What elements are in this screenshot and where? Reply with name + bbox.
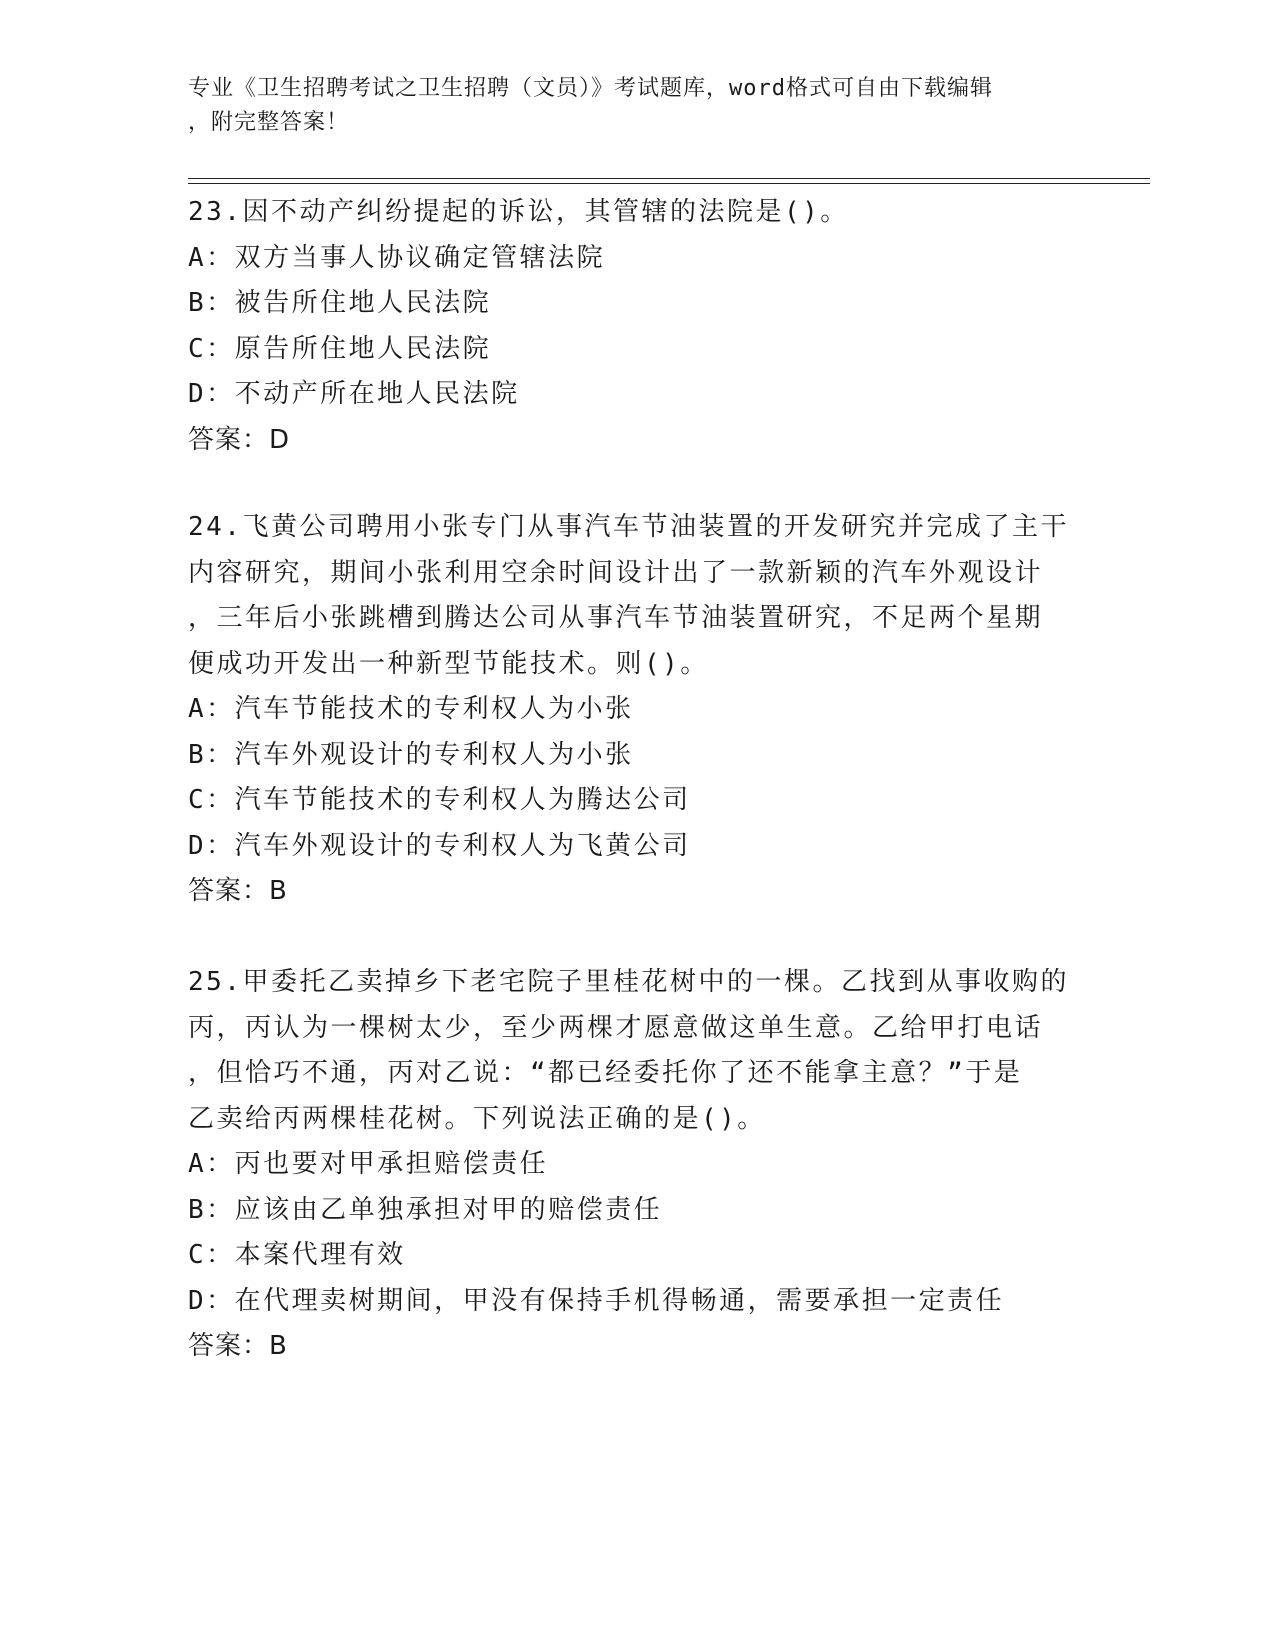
question-stem-line: 丙，丙认为一棵树太少，至少两棵才愿意做这单生意。乙给甲打电话 xyxy=(188,1012,1044,1043)
question-stem-line: 乙卖给丙两棵桂花树。下列说法正确的是()。 xyxy=(188,1103,766,1134)
answer: 答案：D xyxy=(188,424,291,455)
answer: 答案：B xyxy=(188,876,288,906)
option-d: D：汽车外观设计的专利权人为飞黄公司 xyxy=(188,830,691,861)
header-divider-top xyxy=(188,178,1150,179)
option-c: C：原告所住地人民法院 xyxy=(188,333,492,364)
question-stem-line: 内容研究，期间小张利用空余时间设计出了一款新颖的汽车外观设计 xyxy=(188,557,1044,588)
question-stem-line: 便成功开发出一种新型节能技术。则()。 xyxy=(188,648,709,679)
header-line-2: ，附完整答案！ xyxy=(188,110,350,135)
question-stem-line: ，但恰巧不通，丙对乙说：“都已经委托你了还不能拿主意？”于是 xyxy=(188,1058,1023,1088)
question-stem-line: 25.甲委托乙卖掉乡下老宅院子里桂花树中的一棵。乙找到从事收购的 xyxy=(188,967,1069,997)
document-header xyxy=(188,72,1088,140)
option-b: B：应该由乙单独承担对甲的赔偿责任 xyxy=(188,1194,663,1225)
option-b: B：汽车外观设计的专利权人为小张 xyxy=(188,739,634,770)
option-a: A：丙也要对甲承担赔偿责任 xyxy=(188,1149,549,1179)
header-line-1: 专业《卫生招聘考试之卫生招聘（文员）》考试题库，word格式可自由下载编辑 xyxy=(188,76,993,101)
option-c: C：本案代理有效 xyxy=(188,1240,406,1270)
option-d: D：不动产所在地人民法院 xyxy=(188,379,520,409)
option-b: B：被告所住地人民法院 xyxy=(188,288,492,318)
question-25 xyxy=(188,960,1088,1370)
question-24 xyxy=(188,505,1088,915)
option-d: D：在代理卖树期间，甲没有保持手机得畅通，需要承担一定责任 xyxy=(188,1285,1005,1316)
option-a: A：双方当事人协议确定管辖法院 xyxy=(188,242,606,273)
header-divider-bottom xyxy=(188,183,1150,184)
option-c: C：汽车节能技术的专利权人为腾达公司 xyxy=(188,785,691,815)
question-stem-line: ，三年后小张跳槽到腾达公司从事汽车节油装置研究，不足两个星期 xyxy=(188,603,1044,633)
option-a: A：汽车节能技术的专利权人为小张 xyxy=(188,694,634,724)
question-stem-line: 23.因不动产纠纷提起的诉讼，其管辖的法院是()。 xyxy=(188,197,849,227)
question-23 xyxy=(188,190,1088,463)
answer: 答案：B xyxy=(188,1331,288,1361)
question-stem-line: 24.飞黄公司聘用小张专门从事汽车节油装置的开发研究并完成了主干 xyxy=(188,512,1069,542)
